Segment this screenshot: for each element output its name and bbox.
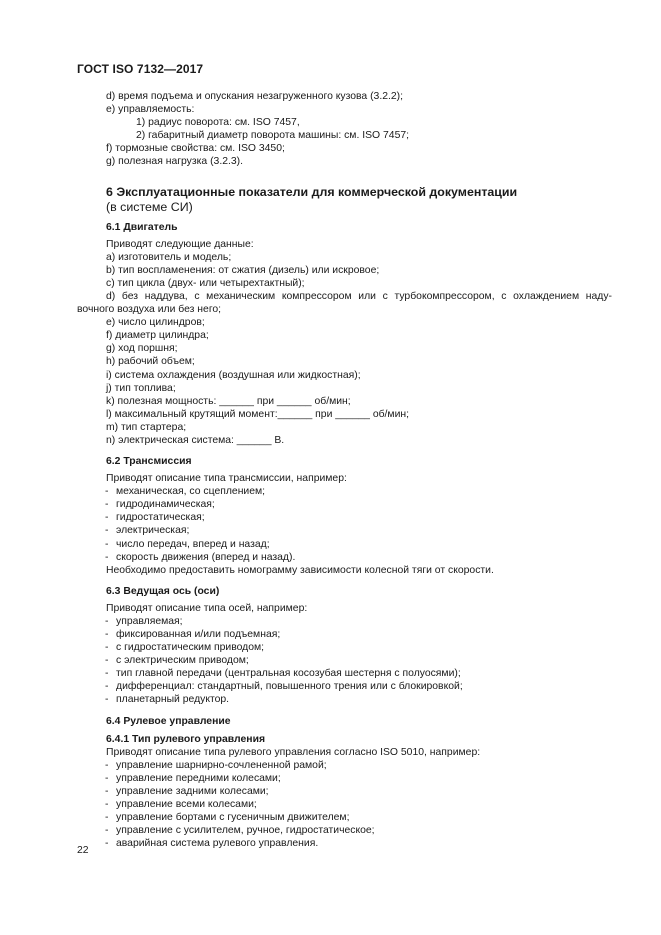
- steering-item-text: управление задними колесами;: [116, 785, 269, 797]
- transmission-item-text: электрическая;: [116, 525, 190, 537]
- engine-item: n) электрическая система: ______ В.: [106, 434, 285, 446]
- dash-symbol: -: [105, 681, 109, 693]
- engine-item: h) рабочий объем;: [106, 356, 195, 368]
- axle-item-text: тип главной передачи (центральная косозубая шестерня с полуосями);: [116, 668, 461, 680]
- axle-item: [77, 693, 612, 706]
- page-content: [77, 90, 612, 850]
- engine-item: m) тип стартера;: [106, 421, 187, 433]
- steering-item-text: управление передними колесами;: [116, 772, 281, 784]
- section-6-4-title: 6.4 Рулевое управление: [106, 715, 231, 727]
- dash-symbol: -: [105, 655, 109, 667]
- axle-item-text: дифференциал: стандартный, повышенного трения или с блокировкой;: [116, 681, 463, 693]
- dash-symbol: -: [105, 785, 109, 797]
- dash-symbol: -: [105, 798, 109, 810]
- steering-item: [77, 798, 612, 811]
- dash-symbol: -: [105, 812, 109, 824]
- axle-item-text: с электрическим приводом;: [116, 655, 249, 667]
- dash-symbol: -: [105, 668, 109, 680]
- list-item-e1: 1) радиус поворота: см. ISO 7457,: [136, 117, 300, 129]
- axle-item: [77, 667, 612, 680]
- dash-symbol: -: [105, 694, 109, 706]
- dash-symbol: -: [105, 759, 109, 771]
- dash-symbol: -: [105, 525, 109, 537]
- list-item-g: g) полезная нагрузка (3.2.3).: [106, 156, 243, 168]
- section-6-1-title: 6.1 Двигатель: [106, 221, 178, 233]
- section-6-2-intro: Приводят описание типа трансмиссии, например:: [106, 473, 347, 485]
- section-6-2-note: Необходимо предоставить номограмму зависимости колесной тяги от скорости.: [106, 564, 494, 576]
- steering-item-text: аварийная система рулевого управления.: [116, 838, 319, 850]
- dash-symbol: -: [105, 551, 109, 563]
- steering-item-text: управление шарнирно-сочлененной рамой;: [116, 759, 327, 771]
- engine-item: i) система охлаждения (воздушная или жидкостная);: [106, 369, 361, 381]
- engine-item: k) полезная мощность: ______ при ______ об/мин;: [106, 395, 351, 407]
- transmission-item-text: механическая, со сцеплением;: [116, 486, 266, 498]
- axle-item: [77, 615, 612, 628]
- section-6-3-title: 6.3 Ведущая ось (оси): [106, 585, 220, 597]
- dash-symbol: -: [105, 538, 109, 550]
- engine-item: j) тип топлива;: [106, 382, 176, 394]
- section-6-3-intro: Приводят описание типа осей, например:: [106, 602, 308, 614]
- list-item-f: f) тормозные свойства: см. ISO 3450;: [106, 143, 285, 155]
- axle-item: [77, 680, 612, 693]
- transmission-item: [77, 485, 612, 498]
- transmission-item-text: число передач, вперед и назад;: [116, 538, 270, 550]
- dash-symbol: -: [105, 512, 109, 524]
- dash-symbol: -: [105, 838, 109, 850]
- section-6-1-intro: Приводят следующие данные:: [106, 238, 254, 250]
- dash-symbol: -: [105, 825, 109, 837]
- steering-item-text: управление всеми колесами;: [116, 798, 257, 810]
- transmission-item-text: гидродинамическая;: [116, 499, 215, 511]
- axle-item-text: планетарный редуктор.: [116, 694, 230, 706]
- engine-item: b) тип воспламенения: от сжатия (дизель) или искровое;: [106, 264, 380, 276]
- transmission-item-text: гидростатическая;: [116, 512, 205, 524]
- section-6-2-title: 6.2 Трансмиссия: [106, 456, 192, 468]
- transmission-item-text: скорость движения (вперед и назад).: [116, 551, 296, 563]
- engine-item-d-line1: d) без наддува, с механическим компрессором или с турбокомпрессором, с охлаждением наду-: [106, 290, 612, 302]
- steering-item: [77, 759, 612, 772]
- axle-item: [77, 641, 612, 654]
- section-6-title: 6 Эксплуатационные показатели для коммерческой документации: [106, 184, 518, 199]
- steering-item: [77, 785, 612, 798]
- page-header-doc-id: ГОСТ ISO 7132—2017: [77, 62, 204, 76]
- list-item-e: e) управляемость:: [106, 104, 195, 116]
- page-number: 22: [77, 845, 89, 856]
- engine-item: l) максимальный крутящий момент:______ при ______ об/мин;: [106, 408, 410, 420]
- section-6-4-1-intro: Приводят описание типа рулевого управления согласно ISO 5010, например:: [106, 746, 481, 758]
- engine-item: e) число цилиндров;: [106, 317, 205, 329]
- engine-item: g) ход поршня;: [106, 343, 178, 355]
- dash-symbol: -: [105, 486, 109, 498]
- transmission-item: [77, 538, 612, 551]
- section-6-subtitle: (в системе СИ): [106, 199, 193, 214]
- steering-item: [77, 772, 612, 785]
- section-6-4-1-title: 6.4.1 Тип рулевого управления: [106, 733, 266, 745]
- transmission-item: [77, 551, 612, 564]
- dash-symbol: -: [105, 615, 109, 627]
- axle-item-text: с гидростатическим приводом;: [116, 642, 265, 654]
- engine-item: a) изготовитель и модель;: [106, 251, 232, 263]
- axle-item: [77, 628, 612, 641]
- transmission-item: [77, 524, 612, 537]
- list-item-e2: 2) габаритный диаметр поворота машины: см. ISO 7457;: [136, 130, 410, 142]
- transmission-item: [77, 511, 612, 524]
- dash-symbol: -: [105, 499, 109, 511]
- engine-item: c) тип цикла (двух- или четырехтактный);: [106, 277, 305, 289]
- transmission-item: [77, 498, 612, 511]
- list-item-d: d) время подъема и опускания незагруженного кузова (3.2.2);: [106, 91, 404, 102]
- axle-item-text: управляемая;: [116, 615, 183, 627]
- axle-item-text: фиксированная и/или подъемная;: [116, 629, 281, 640]
- dash-symbol: -: [105, 772, 109, 784]
- axle-item: [77, 654, 612, 667]
- steering-item-text: управление бортами с гусеничным движителем;: [116, 812, 350, 824]
- engine-item-d-line2: вочного воздуха или без него;: [77, 304, 222, 316]
- dash-symbol: -: [105, 642, 109, 654]
- steering-item: [77, 824, 612, 837]
- steering-item-text: управление с усилителем, ручное, гидростатическое;: [116, 825, 375, 837]
- engine-item: f) диаметр цилиндра;: [106, 330, 209, 342]
- dash-symbol: -: [105, 629, 109, 640]
- steering-item: [77, 811, 612, 824]
- steering-item: [77, 837, 612, 850]
